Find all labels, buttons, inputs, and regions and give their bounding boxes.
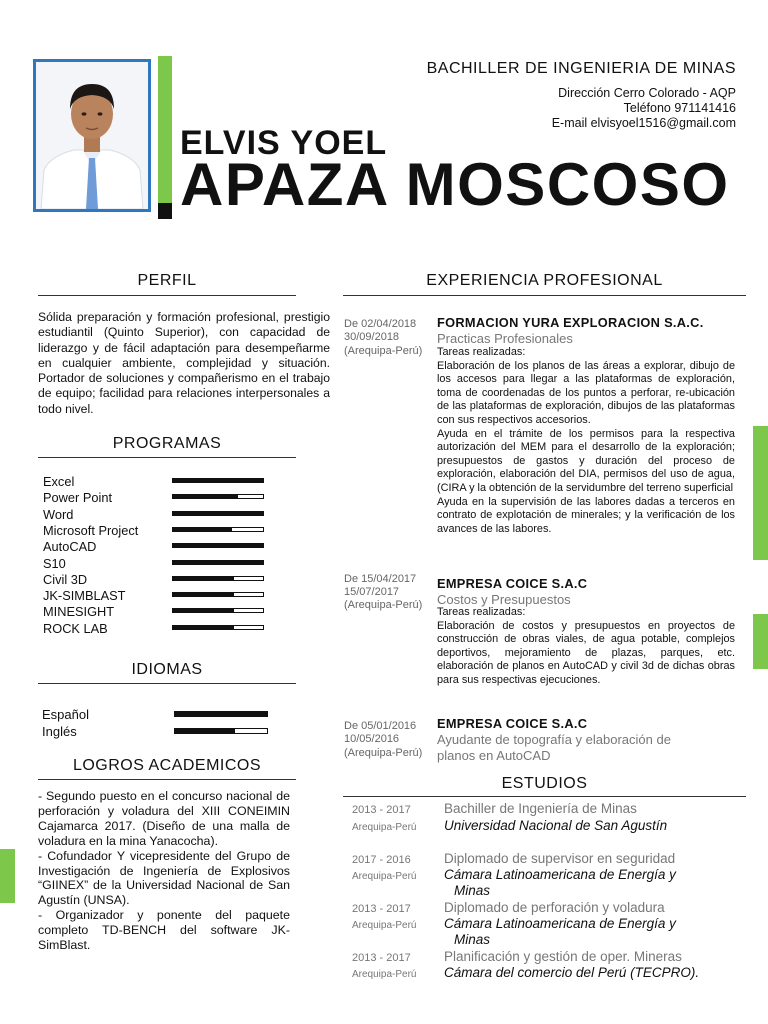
exp-tasks-label: Tareas realizadas: <box>437 346 526 358</box>
phone-text: Teléfono 971141416 <box>623 101 736 115</box>
language-level-bar <box>174 711 268 717</box>
perfil-rule <box>38 295 296 296</box>
estudio-title: Diplomado de perforación y voladura <box>444 900 665 915</box>
exp-role: Ayudante de topografía y elaboración de <box>437 732 671 747</box>
exp-date-to: 15/07/2017 <box>344 586 400 598</box>
last-name: APAZA MOSCOSO <box>180 151 730 218</box>
exp-place: (Arequipa-Perú) <box>344 599 423 611</box>
skill-level-bar <box>172 625 264 630</box>
skill-level-bar <box>172 527 264 532</box>
estudio-years: 2013 - 2017 <box>352 804 411 816</box>
accent-bar-green <box>158 56 172 213</box>
estudio-title: Planificación y gestión de oper. Mineras <box>444 949 682 964</box>
skill-label: AutoCAD <box>43 539 97 555</box>
exp-company: FORMACION YURA EXPLORACION S.A.C. <box>437 315 704 330</box>
logros-rule <box>38 779 296 780</box>
skill-label: Word <box>43 506 74 522</box>
perfil-text: Sólida preparación y formación profesional, prestigio estudiantil (Quinto Superior), con capacidad de liderazgo y de fácil adaptación para desempeñarme en cualquier ambiente, complejidad y situación. Portador de soluciones y compañerismo en el trabajo de equipo; facilidad para relaciones interpersonales a todo nivel. <box>38 310 330 416</box>
skill-level-fill <box>173 479 263 482</box>
logro-item: - Organizador y ponente del paquete completo TD-BENCH del software JK-SimBlast. <box>38 908 290 953</box>
estudio-institution: Minas <box>454 932 491 947</box>
skill-level-fill <box>173 626 234 629</box>
skill-level-bar <box>172 511 264 516</box>
estudio-institution: Minas <box>454 883 491 898</box>
experiencia-rule <box>343 295 746 296</box>
skill-label: ROCK LAB <box>43 620 108 636</box>
skill-level-fill <box>173 544 263 547</box>
person-photo-icon <box>36 62 148 209</box>
skill-level-bar <box>172 543 264 548</box>
skill-level-bar <box>172 608 264 613</box>
margin-accent-1 <box>753 426 768 560</box>
exp-company: EMPRESA COICE S.A.C <box>437 576 588 591</box>
exp-tasks-label: Tareas realizadas: <box>437 606 526 618</box>
estudio-title: Diplomado de supervisor en seguridad <box>444 851 676 866</box>
margin-accent-3 <box>0 849 15 903</box>
exp-description <box>437 606 735 688</box>
skill-level-fill <box>173 512 263 515</box>
skill-label: Excel <box>43 474 75 489</box>
skill-level-fill <box>173 593 234 596</box>
skill-level-fill <box>173 528 232 531</box>
estudios-heading: ESTUDIOS <box>501 775 588 792</box>
email-link[interactable]: E-mail elvisyoel1516@gmail.com <box>551 116 736 130</box>
logros-heading: LOGROS ACADEMICOS <box>72 757 262 774</box>
exp-date-from: De 15/04/2017 <box>344 573 417 585</box>
skill-label: Civil 3D <box>43 571 88 587</box>
programas-rule <box>38 457 296 458</box>
exp-task: Elaboración de costos y presupuestos en proyectos de construcción de obras viales, de agua potable, complejos deportivos, mejoramiento de plazas, parques, etc. elaboración de planos en AutoCAD y civil 3d de dichas obras para sus respectivas ejecuciones. <box>437 619 735 686</box>
address-text: Dirección Cerro Colorado - AQP <box>558 86 736 100</box>
estudio-institution: Cámara Latinoamericana de Energía y <box>444 916 676 931</box>
exp-company: EMPRESA COICE S.A.C <box>437 716 588 731</box>
estudio-place: Arequipa-Perú <box>352 969 417 980</box>
exp-task: Ayuda en el trámite de los permisos para la respectiva autorización del MEM para el desarrollo de la exploración; presupuestos de gastos y duración del proceso de exploración, elaboración del DIA, permisos del uso de agua, (CIRA y la obtención de la servidumbre del terreno superficial <box>437 427 735 494</box>
language-label: Inglés <box>42 724 77 739</box>
skill-label: Microsoft Project <box>43 522 139 538</box>
estudio-title: Bachiller de Ingeniería de Minas <box>444 801 637 816</box>
skill-level-bar <box>172 576 264 581</box>
exp-task: Ayuda en la supervisión de las labores dadas a terceros en contrato de explotación de minerales; y la verificación de los avances de las labores. <box>437 495 735 535</box>
estudios-rule <box>343 796 746 797</box>
exp-task: Elaboración de los planos de las áreas a explorar, dibujo de los accesos para llegar a las plataformas de exploración, toma de coordenadas de los puntos a perforar, re-ubicación de las plataformas de exploración, dibujos de las plataformas con sus respectivos accesorios. <box>437 359 735 426</box>
skill-level-fill <box>173 561 263 564</box>
language-level-fill <box>175 712 267 716</box>
exp-place: (Arequipa-Perú) <box>344 345 423 357</box>
logro-item: - Segundo puesto en el concurso nacional de perforación y voladura del XIII CONEIMIN Cajamarca 2017. (Diseño de una malla de voladura en la mina Yanacocha). <box>38 789 290 848</box>
exp-place: (Arequipa-Perú) <box>344 747 423 759</box>
accent-bar-black <box>158 203 172 219</box>
estudio-years: 2013 - 2017 <box>352 903 411 915</box>
margin-accent-2 <box>753 614 768 669</box>
skill-level-bar <box>172 560 264 565</box>
skill-label: JK-SIMBLAST <box>43 588 126 604</box>
estudio-place: Arequipa-Perú <box>352 822 417 833</box>
skill-label: Power Point <box>43 490 112 506</box>
profile-photo <box>33 59 151 212</box>
skill-label: S10 <box>43 555 66 571</box>
exp-description <box>437 346 735 536</box>
skill-level-fill <box>173 577 234 580</box>
estudio-institution: Universidad Nacional de San Agustín <box>444 818 668 833</box>
language-label: Español <box>42 707 89 722</box>
logros-list <box>38 789 290 953</box>
exp-date-to: 30/09/2018 <box>344 331 400 343</box>
exp-role: planos en AutoCAD <box>437 748 551 763</box>
logro-item: - Cofundador Y vicepresidente del Grupo de Investigación de Ingeniería de Explosivos “GIINEX” de la Universidad Nacional de San Agustín (UNSA). <box>38 848 290 908</box>
language-level-fill <box>175 729 235 733</box>
exp-role: Costos y Presupuestos <box>437 592 571 607</box>
skill-level-bar <box>172 478 264 483</box>
exp-date-from: De 05/01/2016 <box>344 720 417 732</box>
skill-level-fill <box>173 495 238 498</box>
idiomas-heading: IDIOMAS <box>131 661 203 678</box>
degree-title: BACHILLER DE INGENIERIA DE MINAS <box>426 60 736 77</box>
skill-level-bar <box>172 592 264 597</box>
first-name: ELVIS YOEL <box>180 124 388 162</box>
language-level-bar <box>174 728 268 734</box>
skill-level-bar <box>172 494 264 499</box>
perfil-heading: PERFIL <box>137 272 197 289</box>
experiencia-heading: EXPERIENCIA PROFESIONAL <box>426 272 663 289</box>
estudio-institution: Cámara Latinoamericana de Energía y <box>444 867 676 882</box>
skill-label: MINESIGHT <box>43 604 115 620</box>
estudio-years: 2013 - 2017 <box>352 952 411 964</box>
exp-role: Practicas Profesionales <box>437 331 573 346</box>
exp-date-from: De 02/04/2018 <box>344 318 417 330</box>
estudio-institution: Cámara del comercio del Perú (TECPRO). <box>444 965 700 980</box>
estudio-years: 2017 - 2016 <box>352 854 411 866</box>
skill-level-fill <box>173 609 234 612</box>
programas-heading: PROGRAMAS <box>112 435 222 452</box>
exp-date-to: 10/05/2016 <box>344 733 400 745</box>
estudio-place: Arequipa-Perú <box>352 920 417 931</box>
idiomas-rule <box>38 683 296 684</box>
estudio-place: Arequipa-Perú <box>352 871 417 882</box>
